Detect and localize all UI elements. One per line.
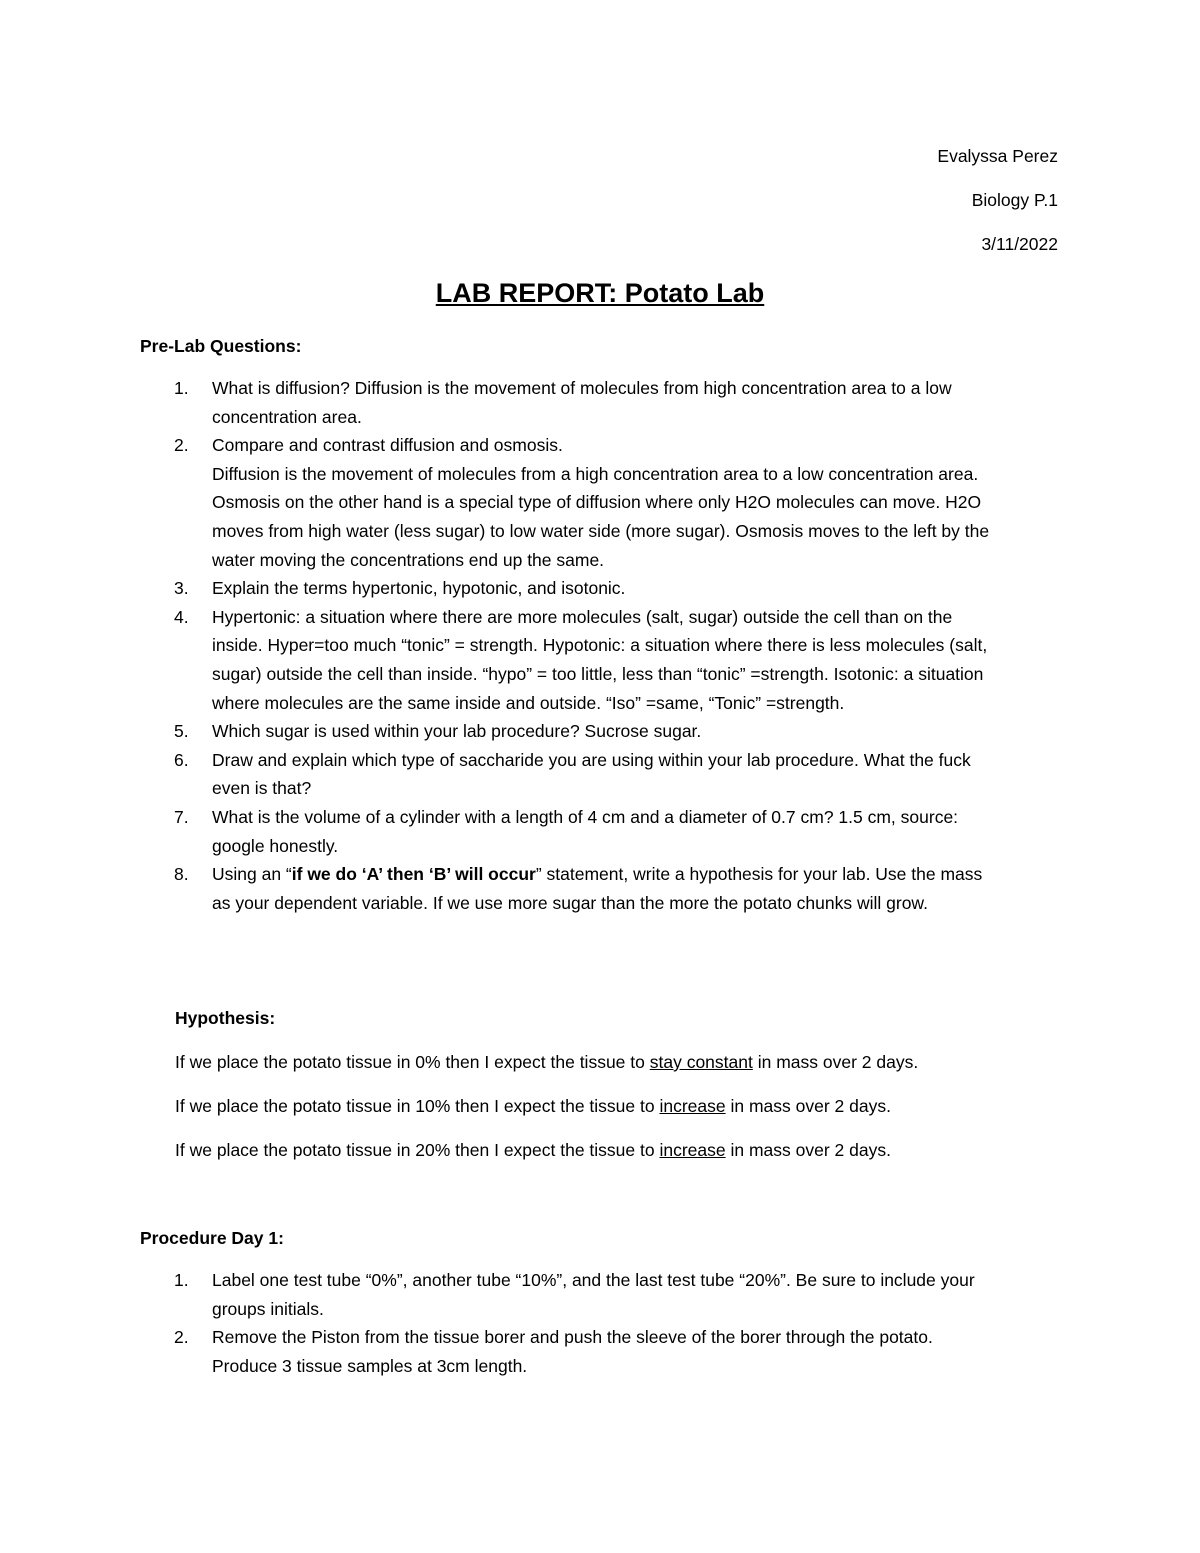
page-title: LAB REPORT: Potato Lab — [435, 278, 765, 308]
item-text-bold: if we do ‘A’ then ‘B’ will occur — [291, 864, 536, 885]
item-text-answer: Diffusion is the movement of molecules from a high concentration area to a low concentration area. Osmosis on the other hand is a special type of diffusion where only H2O molecules can move. H2O moves from high water (less sugar) to low water side (more sugar). Osmosis moves to the left by the water moving the concentrations end up the same. — [212, 463, 990, 570]
procedure-list — [140, 1266, 1000, 1380]
list-item — [140, 1323, 1000, 1380]
hypothesis-text: If we place the potato tissue in 20% then I expect the tissue to — [175, 1140, 660, 1160]
list-item — [140, 374, 1000, 431]
item-text: Draw and explain which type of saccharide you are using within your lab procedure. What the fuck even is that? — [212, 749, 971, 799]
item-number: 5. — [174, 721, 189, 742]
hypothesis-line — [175, 1140, 891, 1161]
hypothesis-underlined: increase — [659, 1140, 726, 1160]
list-item — [140, 717, 1000, 746]
procedure-heading: Procedure Day 1: — [140, 1228, 284, 1248]
item-text-post: ” statement, write a hypothesis for your lab. Use the mass as your dependent variable. If we use more sugar than the more the potato chunks will grow. — [212, 864, 983, 913]
hypothesis-underlined: stay constant — [649, 1052, 753, 1072]
list-item — [140, 603, 1000, 717]
class-name: Biology P.1 — [971, 190, 1058, 210]
item-text: Compare and contrast diffusion and osmosis. — [212, 435, 563, 456]
item-text: What is diffusion? Diffusion is the movement of molecules from high concentration area to a low concentration area. — [212, 378, 952, 427]
item-text: Hypertonic: a situation where there are more molecules (salt, sugar) outside the cell than on the inside. Hyper=too much “tonic” = strength. Hypotonic: a situation where there is less molecules (salt, sugar) outside the cell than inside. “hypo” = too little, less than “tonic” =strength. Isotonic: a situation where molecules are the same inside and outside. “Iso” =same, “Tonic” =strength. — [212, 606, 988, 713]
item-text: Remove the Piston from the tissue borer and push the sleeve of the borer through the potato. Produce 3 tissue samples at 3cm length. — [212, 1327, 933, 1376]
prelab-heading: Pre-Lab Questions: — [140, 336, 302, 356]
hypothesis-text-end: in mass over 2 days. — [725, 1140, 891, 1160]
item-text: Label one test tube “0%”, another tube “10%”, and the last test tube “20%”. Be sure to include your groups initials. — [212, 1270, 975, 1319]
prelab-list — [140, 374, 1000, 917]
hypothesis-underlined: increase — [659, 1096, 726, 1116]
list-item — [140, 431, 1000, 574]
item-number: 2. — [174, 435, 189, 456]
item-number: 1. — [174, 1270, 189, 1290]
item-text: What is the volume of a cylinder with a length of 4 cm and a diameter of 0.7 cm? 1.5 cm, source: google honestly. — [212, 806, 959, 856]
report-date: 3/11/2022 — [981, 234, 1058, 254]
hypothesis-text-end: in mass over 2 days. — [752, 1052, 919, 1072]
item-number: 7. — [174, 806, 189, 827]
hypothesis-line — [175, 1052, 918, 1073]
list-item — [140, 803, 1000, 860]
item-number: 2. — [174, 1327, 189, 1348]
item-number: 8. — [174, 864, 189, 885]
item-number: 3. — [174, 578, 189, 599]
hypothesis-text: If we place the potato tissue in 10% then I expect the tissue to — [175, 1096, 660, 1116]
hypothesis-line — [175, 1096, 891, 1117]
item-text-pre: Using an “ — [212, 864, 292, 885]
hypothesis-text: If we place the potato tissue in 0% then I expect the tissue to — [175, 1052, 650, 1072]
item-text: Which sugar is used within your lab procedure? Sucrose sugar. — [212, 721, 702, 742]
item-text: Explain the terms hypertonic, hypotonic, and isotonic. — [212, 578, 626, 599]
hypothesis-heading: Hypothesis: — [175, 1008, 276, 1028]
list-item — [140, 574, 1000, 603]
hypothesis-text-end: in mass over 2 days. — [725, 1096, 891, 1116]
list-item — [140, 746, 1000, 803]
item-number: 6. — [174, 749, 189, 770]
item-number: 1. — [174, 378, 189, 398]
item-number: 4. — [174, 606, 189, 627]
list-item — [140, 1266, 1000, 1323]
list-item — [140, 860, 1000, 917]
student-name: Evalyssa Perez — [937, 146, 1058, 166]
